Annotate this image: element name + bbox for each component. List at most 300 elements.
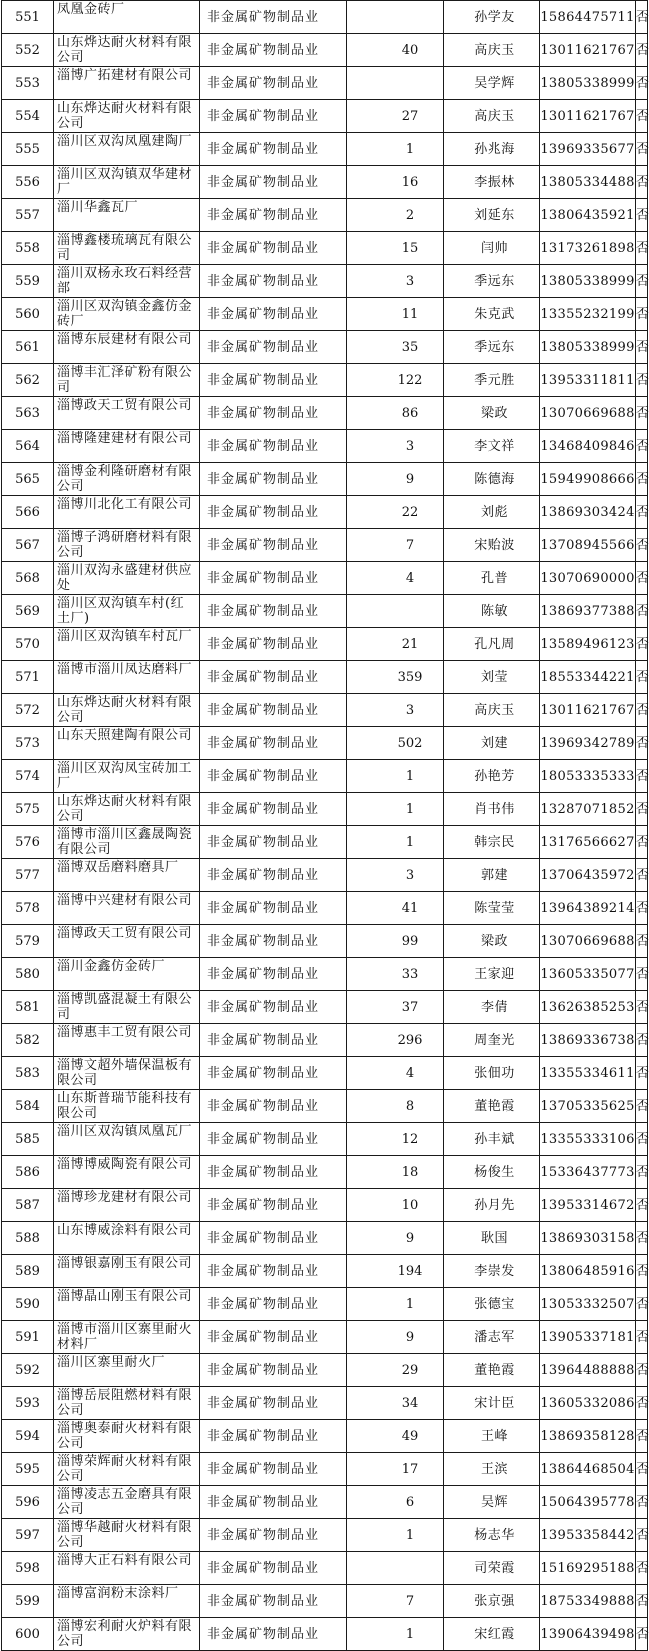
contact-person: 杨俊生 — [444, 1156, 540, 1189]
phone-number: 15864475711 — [540, 1, 636, 34]
row-number: 588 — [2, 1222, 54, 1255]
company-name: 淄川区双沟凤宝砖加工厂 — [54, 760, 200, 793]
row-number: 579 — [2, 925, 54, 958]
phone-number: 13805338999 — [540, 67, 636, 100]
row-number: 600 — [2, 1618, 54, 1651]
table-row — [2, 1453, 648, 1486]
flag: 否 — [636, 496, 648, 529]
count: 122 — [347, 364, 444, 397]
company-name: 山东烨达耐火材料有限公司 — [54, 793, 200, 826]
company-name: 淄川双沟永盛建材供应处 — [54, 562, 200, 595]
count: 9 — [347, 463, 444, 496]
industry: 非金属矿物制品业 — [200, 199, 347, 232]
contact-person: 孔凡周 — [444, 628, 540, 661]
count: 1 — [347, 1519, 444, 1552]
phone-number: 13011621767 — [540, 100, 636, 133]
row-number: 589 — [2, 1255, 54, 1288]
flag: 否 — [636, 1321, 648, 1354]
company-name: 淄博凌志五金磨具有限公司 — [54, 1486, 200, 1519]
company-name: 淄川区寨里耐火厂 — [54, 1354, 200, 1387]
row-number: 593 — [2, 1387, 54, 1420]
flag: 否 — [636, 925, 648, 958]
industry: 非金属矿物制品业 — [200, 760, 347, 793]
phone-number: 13070669688 — [540, 925, 636, 958]
row-number: 582 — [2, 1024, 54, 1057]
row-number: 556 — [2, 166, 54, 199]
contact-person: 王滨 — [444, 1453, 540, 1486]
count: 99 — [347, 925, 444, 958]
contact-person: 闫帅 — [444, 232, 540, 265]
phone-number: 13011621767 — [540, 34, 636, 67]
row-number: 599 — [2, 1585, 54, 1618]
row-number: 553 — [2, 67, 54, 100]
industry: 非金属矿物制品业 — [200, 34, 347, 67]
phone-number: 15336437773 — [540, 1156, 636, 1189]
table-body — [2, 1, 648, 1651]
count: 1 — [347, 760, 444, 793]
count: 8 — [347, 1090, 444, 1123]
industry: 非金属矿物制品业 — [200, 991, 347, 1024]
company-name: 凤凰金砖厂 — [54, 1, 200, 34]
count: 11 — [347, 298, 444, 331]
contact-person: 吴辉 — [444, 1486, 540, 1519]
company-name: 淄博荣辉耐火材料有限公司 — [54, 1453, 200, 1486]
company-name: 淄博鑫楼琉璃瓦有限公司 — [54, 232, 200, 265]
table-row — [2, 298, 648, 331]
contact-person: 孔普 — [444, 562, 540, 595]
count: 27 — [347, 100, 444, 133]
industry: 非金属矿物制品业 — [200, 1123, 347, 1156]
phone-number: 13626385253 — [540, 991, 636, 1024]
company-name: 淄博东辰建材有限公司 — [54, 331, 200, 364]
flag: 否 — [636, 1189, 648, 1222]
industry: 非金属矿物制品业 — [200, 1519, 347, 1552]
company-name: 淄博富润粉末涂料厂 — [54, 1585, 200, 1618]
company-name: 淄博丰汇泽矿粉有限公司 — [54, 364, 200, 397]
industry: 非金属矿物制品业 — [200, 1189, 347, 1222]
row-number: 554 — [2, 100, 54, 133]
row-number: 558 — [2, 232, 54, 265]
phone-number: 13969335677 — [540, 133, 636, 166]
phone-number: 13953358442 — [540, 1519, 636, 1552]
industry: 非金属矿物制品业 — [200, 1552, 347, 1585]
flag: 否 — [636, 892, 648, 925]
phone-number: 13070690000 — [540, 562, 636, 595]
industry: 非金属矿物制品业 — [200, 265, 347, 298]
phone-number: 15169295188 — [540, 1552, 636, 1585]
company-name: 淄博市淄川区鑫晟陶瓷有限公司 — [54, 826, 200, 859]
flag: 否 — [636, 34, 648, 67]
contact-person: 吴学辉 — [444, 67, 540, 100]
contact-person: 陈敏 — [444, 595, 540, 628]
table-row — [2, 1321, 648, 1354]
flag: 否 — [636, 298, 648, 331]
phone-number: 13287071852 — [540, 793, 636, 826]
table-row — [2, 67, 648, 100]
table-row — [2, 1486, 648, 1519]
industry: 非金属矿物制品业 — [200, 298, 347, 331]
count: 6 — [347, 1486, 444, 1519]
phone-number: 18053335333 — [540, 760, 636, 793]
flag: 否 — [636, 628, 648, 661]
industry: 非金属矿物制品业 — [200, 100, 347, 133]
flag: 否 — [636, 430, 648, 463]
flag: 否 — [636, 265, 648, 298]
table-row — [2, 727, 648, 760]
count: 1 — [347, 1618, 444, 1651]
row-number: 552 — [2, 34, 54, 67]
contact-person: 朱克武 — [444, 298, 540, 331]
flag: 否 — [636, 859, 648, 892]
industry: 非金属矿物制品业 — [200, 529, 347, 562]
table-row — [2, 1354, 648, 1387]
industry: 非金属矿物制品业 — [200, 397, 347, 430]
phone-number: 13708945566 — [540, 529, 636, 562]
table-row — [2, 793, 648, 826]
phone-number: 13964488888 — [540, 1354, 636, 1387]
phone-number: 13605335077 — [540, 958, 636, 991]
row-number: 566 — [2, 496, 54, 529]
row-number: 557 — [2, 199, 54, 232]
flag: 否 — [636, 760, 648, 793]
industry: 非金属矿物制品业 — [200, 628, 347, 661]
count: 3 — [347, 265, 444, 298]
flag: 否 — [636, 1255, 648, 1288]
row-number: 596 — [2, 1486, 54, 1519]
industry: 非金属矿物制品业 — [200, 793, 347, 826]
row-number: 571 — [2, 661, 54, 694]
company-name: 淄博珍龙建材有限公司 — [54, 1189, 200, 1222]
industry: 非金属矿物制品业 — [200, 133, 347, 166]
company-name: 淄川双杨永玫石料经营部 — [54, 265, 200, 298]
flag: 否 — [636, 529, 648, 562]
row-number: 595 — [2, 1453, 54, 1486]
flag: 否 — [636, 826, 648, 859]
row-number: 577 — [2, 859, 54, 892]
count — [347, 1552, 444, 1585]
table-row — [2, 199, 648, 232]
flag: 否 — [636, 364, 648, 397]
flag: 否 — [636, 67, 648, 100]
table-row — [2, 1090, 648, 1123]
contact-person: 陈德海 — [444, 463, 540, 496]
row-number: 560 — [2, 298, 54, 331]
phone-number: 13805338999 — [540, 331, 636, 364]
phone-number: 13964389214 — [540, 892, 636, 925]
industry: 非金属矿物制品业 — [200, 1585, 347, 1618]
company-name: 淄博子鸿研磨材料有限公司 — [54, 529, 200, 562]
count: 41 — [347, 892, 444, 925]
phone-number: 13953314672 — [540, 1189, 636, 1222]
count: 35 — [347, 331, 444, 364]
company-name: 淄川区双沟镇金鑫仿金砖厂 — [54, 298, 200, 331]
contact-person: 杨志华 — [444, 1519, 540, 1552]
count: 40 — [347, 34, 444, 67]
industry: 非金属矿物制品业 — [200, 694, 347, 727]
company-name: 淄川区双沟凤凰建陶厂 — [54, 133, 200, 166]
table-row — [2, 34, 648, 67]
industry: 非金属矿物制品业 — [200, 925, 347, 958]
count: 296 — [347, 1024, 444, 1057]
contact-person: 董艳霞 — [444, 1354, 540, 1387]
industry: 非金属矿物制品业 — [200, 1024, 347, 1057]
count: 18 — [347, 1156, 444, 1189]
row-number: 581 — [2, 991, 54, 1024]
count: 1 — [347, 1288, 444, 1321]
company-name: 山东斯普瑞节能科技有限公司 — [54, 1090, 200, 1123]
company-name: 淄博市淄川凤达磨料厂 — [54, 661, 200, 694]
phone-number: 13806435921 — [540, 199, 636, 232]
count: 1 — [347, 826, 444, 859]
contact-person: 郭建 — [444, 859, 540, 892]
table-row — [2, 892, 648, 925]
industry: 非金属矿物制品业 — [200, 1420, 347, 1453]
count: 10 — [347, 1189, 444, 1222]
flag: 否 — [636, 1585, 648, 1618]
table-row — [2, 430, 648, 463]
industry: 非金属矿物制品业 — [200, 1618, 347, 1651]
table-row — [2, 1288, 648, 1321]
row-number: 570 — [2, 628, 54, 661]
row-number: 574 — [2, 760, 54, 793]
flag: 否 — [636, 562, 648, 595]
table-row — [2, 991, 648, 1024]
table-row — [2, 958, 648, 991]
flag: 否 — [636, 1024, 648, 1057]
table-row — [2, 1024, 648, 1057]
phone-number: 13706435972 — [540, 859, 636, 892]
industry: 非金属矿物制品业 — [200, 859, 347, 892]
contact-person: 高庆玉 — [444, 694, 540, 727]
contact-person: 司荣霞 — [444, 1552, 540, 1585]
contact-person: 宋红霞 — [444, 1618, 540, 1651]
industry: 非金属矿物制品业 — [200, 67, 347, 100]
table-row — [2, 1420, 648, 1453]
phone-number: 13176566627 — [540, 826, 636, 859]
table-row — [2, 1222, 648, 1255]
industry: 非金属矿物制品业 — [200, 1354, 347, 1387]
contact-person: 孙学友 — [444, 1, 540, 34]
table-row — [2, 859, 648, 892]
company-name: 淄博大正石料有限公司 — [54, 1552, 200, 1585]
contact-person: 梁政 — [444, 397, 540, 430]
phone-number: 13806485916 — [540, 1255, 636, 1288]
industry: 非金属矿物制品业 — [200, 430, 347, 463]
contact-person: 韩宗民 — [444, 826, 540, 859]
company-name: 淄博川北化工有限公司 — [54, 496, 200, 529]
industry: 非金属矿物制品业 — [200, 496, 347, 529]
company-name: 淄川华鑫瓦厂 — [54, 199, 200, 232]
company-name: 淄川区双沟镇车村(红土厂) — [54, 595, 200, 628]
count: 49 — [347, 1420, 444, 1453]
phone-number: 13869303158 — [540, 1222, 636, 1255]
company-name: 淄博凯盛混凝土有限公司 — [54, 991, 200, 1024]
contact-person: 王峰 — [444, 1420, 540, 1453]
row-number: 586 — [2, 1156, 54, 1189]
row-number: 572 — [2, 694, 54, 727]
table-row — [2, 331, 648, 364]
flag: 否 — [636, 1618, 648, 1651]
company-name: 山东博威涂料有限公司 — [54, 1222, 200, 1255]
contact-person: 高庆玉 — [444, 100, 540, 133]
count: 2 — [347, 199, 444, 232]
count: 16 — [347, 166, 444, 199]
phone-number: 13468409846 — [540, 430, 636, 463]
table-row — [2, 1, 648, 34]
flag: 否 — [636, 166, 648, 199]
count: 15 — [347, 232, 444, 265]
table-row — [2, 595, 648, 628]
row-number: 576 — [2, 826, 54, 859]
contact-person: 宋计臣 — [444, 1387, 540, 1420]
table-row — [2, 529, 648, 562]
flag: 否 — [636, 1486, 648, 1519]
count: 86 — [347, 397, 444, 430]
company-name: 淄博岳辰阻燃材料有限公司 — [54, 1387, 200, 1420]
company-name: 淄博隆建建材有限公司 — [54, 430, 200, 463]
row-number: 555 — [2, 133, 54, 166]
company-name: 淄博文超外墙保温板有限公司 — [54, 1057, 200, 1090]
phone-number: 18753349888 — [540, 1585, 636, 1618]
company-name: 淄博政天工贸有限公司 — [54, 925, 200, 958]
flag: 否 — [636, 463, 648, 496]
contact-person: 耿国 — [444, 1222, 540, 1255]
industry: 非金属矿物制品业 — [200, 1453, 347, 1486]
table-row — [2, 1618, 648, 1651]
count: 3 — [347, 694, 444, 727]
phone-number: 13953311811 — [540, 364, 636, 397]
count: 4 — [347, 562, 444, 595]
table-row — [2, 166, 648, 199]
industry: 非金属矿物制品业 — [200, 1387, 347, 1420]
industry: 非金属矿物制品业 — [200, 364, 347, 397]
row-number: 575 — [2, 793, 54, 826]
row-number: 562 — [2, 364, 54, 397]
industry: 非金属矿物制品业 — [200, 1486, 347, 1519]
table-row — [2, 364, 648, 397]
row-number: 583 — [2, 1057, 54, 1090]
row-number: 578 — [2, 892, 54, 925]
flag: 否 — [636, 1057, 648, 1090]
flag: 否 — [636, 595, 648, 628]
row-number: 587 — [2, 1189, 54, 1222]
table-row — [2, 1519, 648, 1552]
contact-person: 刘建 — [444, 727, 540, 760]
industry: 非金属矿物制品业 — [200, 892, 347, 925]
table-row — [2, 496, 648, 529]
phone-number: 13705335625 — [540, 1090, 636, 1123]
industry: 非金属矿物制品业 — [200, 1321, 347, 1354]
flag: 否 — [636, 1123, 648, 1156]
industry: 非金属矿物制品业 — [200, 463, 347, 496]
count: 29 — [347, 1354, 444, 1387]
flag: 否 — [636, 1156, 648, 1189]
industry: 非金属矿物制品业 — [200, 1156, 347, 1189]
phone-number: 15949908666 — [540, 463, 636, 496]
contact-person: 李崇发 — [444, 1255, 540, 1288]
count: 37 — [347, 991, 444, 1024]
row-number: 597 — [2, 1519, 54, 1552]
phone-number: 13905337181 — [540, 1321, 636, 1354]
company-name: 淄博宏利耐火炉料有限公司 — [54, 1618, 200, 1651]
table-row — [2, 265, 648, 298]
flag: 否 — [636, 1222, 648, 1255]
count: 502 — [347, 727, 444, 760]
flag: 否 — [636, 727, 648, 760]
row-number: 567 — [2, 529, 54, 562]
contact-person: 陈莹莹 — [444, 892, 540, 925]
row-number: 590 — [2, 1288, 54, 1321]
contact-person: 张德宝 — [444, 1288, 540, 1321]
industry: 非金属矿物制品业 — [200, 826, 347, 859]
industry: 非金属矿物制品业 — [200, 1222, 347, 1255]
phone-number: 13869358128 — [540, 1420, 636, 1453]
flag: 否 — [636, 1354, 648, 1387]
phone-number: 13805334488 — [540, 166, 636, 199]
company-name: 淄川区双沟镇凤凰瓦厂 — [54, 1123, 200, 1156]
company-name: 淄博双岳磨料磨具厂 — [54, 859, 200, 892]
contact-person: 李倩 — [444, 991, 540, 1024]
row-number: 592 — [2, 1354, 54, 1387]
table-row — [2, 100, 648, 133]
phone-number: 13355232199 — [540, 298, 636, 331]
row-number: 584 — [2, 1090, 54, 1123]
table-row — [2, 826, 648, 859]
count: 9 — [347, 1321, 444, 1354]
contact-person: 张京强 — [444, 1585, 540, 1618]
phone-number: 13355333106 — [540, 1123, 636, 1156]
contact-person: 周奎光 — [444, 1024, 540, 1057]
contact-person: 季远东 — [444, 331, 540, 364]
company-name: 山东烨达耐火材料有限公司 — [54, 100, 200, 133]
industry: 非金属矿物制品业 — [200, 1255, 347, 1288]
flag: 否 — [636, 1387, 648, 1420]
flag: 否 — [636, 1552, 648, 1585]
industry: 非金属矿物制品业 — [200, 166, 347, 199]
table-row — [2, 1255, 648, 1288]
phone-number: 13869336738 — [540, 1024, 636, 1057]
company-name: 淄博华越耐火材料有限公司 — [54, 1519, 200, 1552]
flag: 否 — [636, 331, 648, 364]
count: 21 — [347, 628, 444, 661]
row-number: 568 — [2, 562, 54, 595]
flag: 否 — [636, 694, 648, 727]
flag: 否 — [636, 397, 648, 430]
count: 1 — [347, 793, 444, 826]
company-name: 淄川区双沟镇双华建材厂 — [54, 166, 200, 199]
table-row — [2, 661, 648, 694]
count: 359 — [347, 661, 444, 694]
count: 34 — [347, 1387, 444, 1420]
table-row — [2, 1387, 648, 1420]
company-name: 山东天照建陶有限公司 — [54, 727, 200, 760]
table-row — [2, 133, 648, 166]
phone-number: 13969342789 — [540, 727, 636, 760]
company-name: 山东烨达耐火材料有限公司 — [54, 34, 200, 67]
contact-person: 季元胜 — [444, 364, 540, 397]
industry: 非金属矿物制品业 — [200, 562, 347, 595]
flag: 否 — [636, 199, 648, 232]
company-name: 淄川金鑫仿金砖厂 — [54, 958, 200, 991]
company-name: 淄博惠丰工贸有限公司 — [54, 1024, 200, 1057]
contact-person: 季远东 — [444, 265, 540, 298]
phone-number: 13906439498 — [540, 1618, 636, 1651]
table-row — [2, 1189, 648, 1222]
industry: 非金属矿物制品业 — [200, 1090, 347, 1123]
company-name: 淄博市淄川区寨里耐火材料厂 — [54, 1321, 200, 1354]
industry: 非金属矿物制品业 — [200, 595, 347, 628]
table-row — [2, 463, 648, 496]
